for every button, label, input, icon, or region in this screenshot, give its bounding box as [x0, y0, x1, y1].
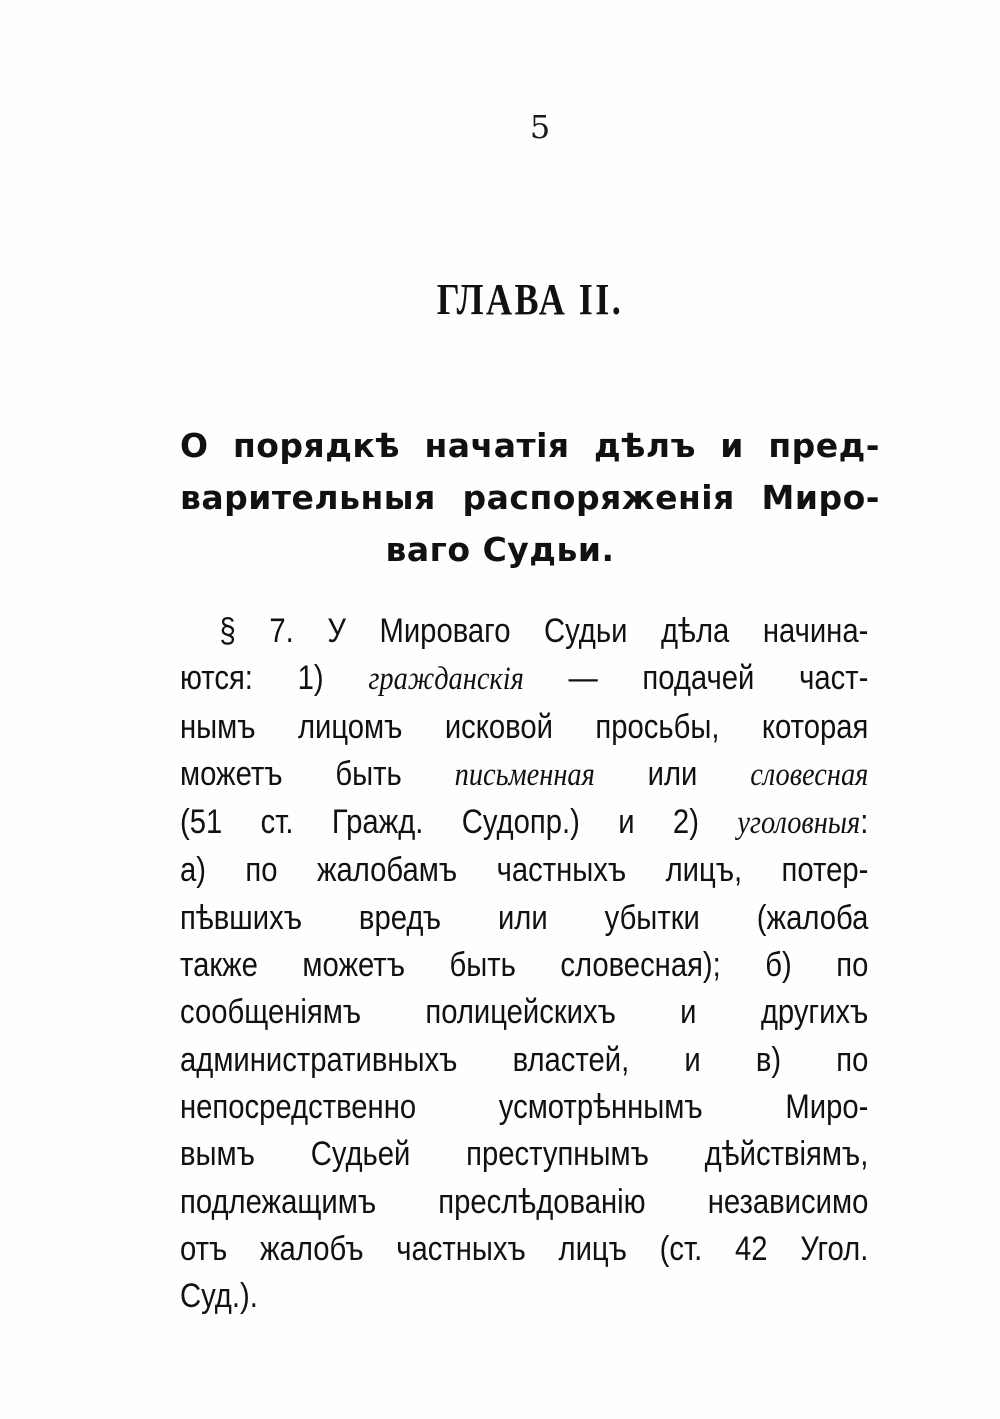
- italic-term: гражданскія: [368, 661, 524, 698]
- paragraph-line: вымъ Судьей преступнымъ дѣйствіямъ,: [180, 1135, 869, 1174]
- paragraph-line: а) по жалобамъ частныхъ лицъ, потер-: [180, 851, 869, 890]
- paragraph-line: можетъ быть письменная или словесная: [180, 754, 869, 793]
- paragraph-line: также можетъ быть словесная); б) по: [180, 946, 869, 985]
- section-heading-line: О порядкѣ начатія дѣлъ и пред-: [180, 426, 880, 465]
- paragraph-line: ются: 1) гражданскія — подачей част-: [180, 659, 869, 698]
- paragraph-line: сообщеніямъ полицейскихъ и другихъ: [180, 993, 869, 1032]
- paragraph-line: административныхъ властей, и в) по: [180, 1040, 869, 1079]
- paragraph-7: [180, 608, 870, 1320]
- paragraph-line: нымъ лицомъ исковой просьбы, которая: [180, 707, 869, 746]
- paragraph-line: (51 ст. Гражд. Судопр.) и 2) уголовныя:: [180, 803, 869, 842]
- paragraph-line: пѣвшихъ вредъ или убытки (жалоба: [180, 898, 869, 937]
- paragraph-line: Суд.).: [180, 1277, 258, 1316]
- italic-term: уголовныя: [737, 805, 861, 842]
- italic-term: письменная: [454, 756, 595, 793]
- paragraph-line: отъ жалобъ частныхъ лицъ (ст. 42 Угол.: [180, 1229, 869, 1268]
- paragraph-line: подлежащимъ преслѣдованію независимо: [180, 1182, 869, 1221]
- section-heading-line: варительныя распоряженія Миро-: [180, 478, 880, 517]
- paragraph-line: § 7. У Мироваго Судьи дѣла начина-: [219, 612, 869, 650]
- section-heading-line: ваго Судьи.: [385, 530, 615, 569]
- section-heading: [180, 420, 880, 576]
- chapter-title: ГЛАВА II.: [436, 275, 624, 324]
- italic-term: словесная: [750, 756, 869, 793]
- paragraph-line: непосредственно усмотрѣннымъ Миро-: [180, 1087, 869, 1126]
- page-number: 5: [529, 108, 551, 146]
